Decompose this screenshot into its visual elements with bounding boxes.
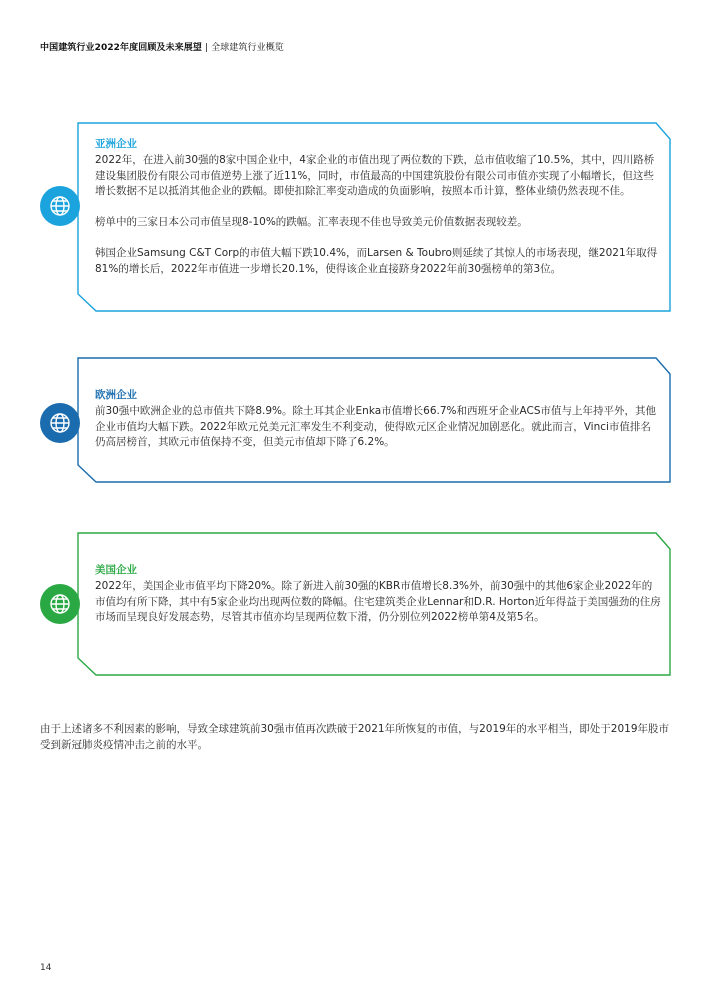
- globe-icon: [48, 411, 72, 435]
- page-number: 14: [40, 963, 52, 973]
- europe-globe-badge: [40, 403, 80, 443]
- globe-icon: [48, 194, 72, 218]
- us-globe-badge: [40, 584, 80, 624]
- europe-paragraph-1: 前30强中欧洲企业的总市值共下降8.9%。除土耳其企业Enka市值增长66.7%和西班牙企业ACS市值与上年持平外，其他企业市值均大幅下跌。2022年欧元兑美元汇率发生不利变动，使得欧元区企业情况加剧恶化。就此而言，Vinci市值排名仍高居榜首，其欧元市值保持不变，但美元市值却下降了6.2%。: [95, 405, 657, 448]
- asia-paragraph-3: 韩国企业Samsung C&T Corp的市值大幅下跌10.4%，而Larsen & Toubro则延续了其惊人的市场表现，继2021年取得81%的增长后，2022年市值进一步增长20.1%，使得该企业直接跻身2022年前30强榜单的第3位。: [95, 247, 658, 275]
- globe-icon: [48, 592, 72, 616]
- us-card-content: [95, 564, 661, 626]
- us-card: [40, 532, 672, 676]
- us-section-title: 美国企业: [95, 564, 137, 576]
- header-separator: |: [204, 43, 209, 53]
- asia-globe-badge: [40, 186, 80, 226]
- asia-section-title: 亚洲企业: [95, 138, 137, 150]
- report-title: 中国建筑行业2022年度回顾及未来展望: [40, 43, 202, 53]
- summary-paragraph: 由于上述诸多不利因素的影响，导致全球建筑前30强市值再次跌破于2021年所恢复的市值，与2019年的水平相当，即处于2019年股市受到新冠肺炎疫情冲击之前的水平。: [40, 722, 670, 751]
- europe-card: [40, 357, 672, 483]
- asia-card: [40, 122, 672, 312]
- page-header: [40, 40, 284, 53]
- europe-card-content: [95, 389, 661, 451]
- asia-card-content: [95, 138, 661, 277]
- us-paragraph-1: 2022年，美国企业市值平均下降20%。除了新进入前30强的KBR市值增长8.3%外，前30强中的其他6家企业2022年的市值均有所下降，其中有5家企业均出现两位数的降幅。住宅建筑类企业Lennar和D.R. Horton近年得益于美国强劲的住房市场而呈现良好发展态势，尽管其市值亦均呈现两位数下滑，仍分别位列2022榜单第4及第5名。: [95, 580, 661, 623]
- asia-paragraph-2: 榜单中的三家日本公司市值呈现8-10%的跌幅。汇率表现不佳也导致美元价值数据表现较差。: [95, 216, 528, 228]
- asia-paragraph-1: 2022年，在进入前30强的8家中国企业中，4家企业的市值出现了两位数的下跌，总市值收缩了10.5%，其中，四川路桥建设集团股份有限公司市值逆势上涨了近11%，同时，市值最高的中国建筑股份有限公司市值亦实现了小幅增长，但这些增长数据不足以抵消其他企业的跌幅。即使扣除汇率变动造成的负面影响，按照本币计算，整体业绩仍然表现不佳。: [95, 154, 655, 197]
- europe-section-title: 欧洲企业: [95, 389, 137, 401]
- section-subtitle: 全球建筑行业概览: [211, 43, 284, 53]
